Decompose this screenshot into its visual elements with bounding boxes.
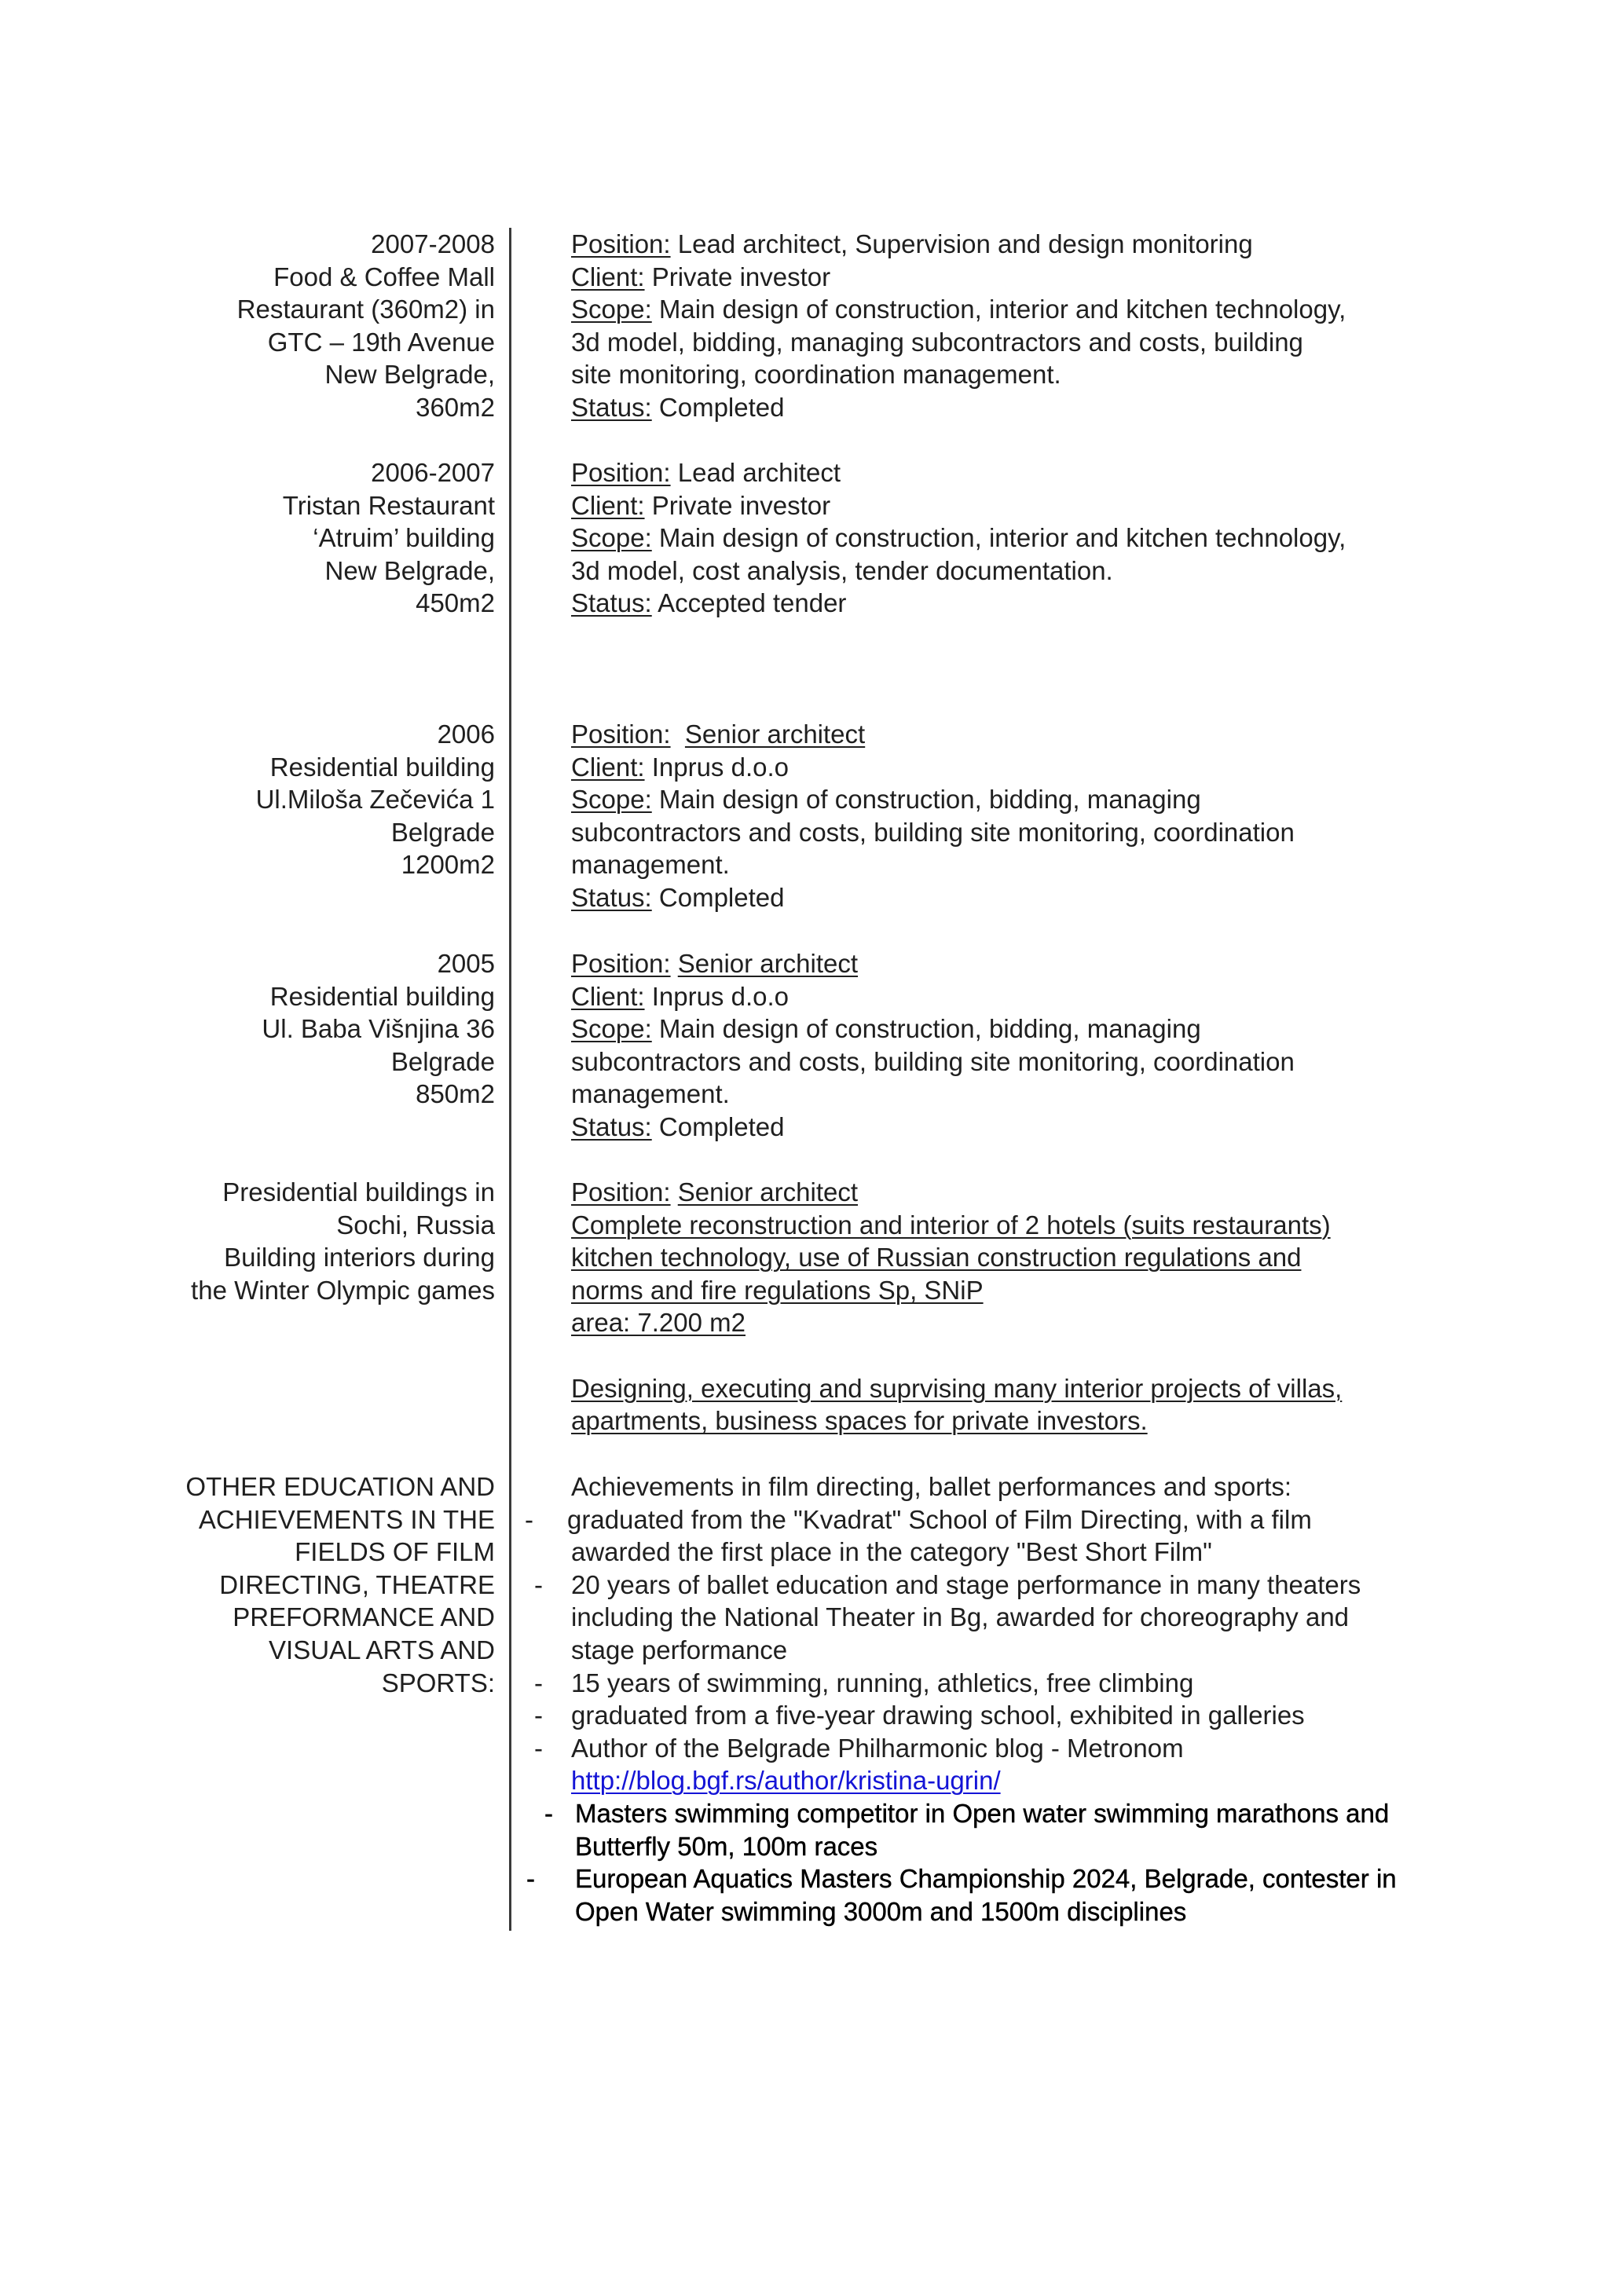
education-heading: OTHER EDUCATION AND ACHIEVEMENTS IN THE FIELDS OF FILM DIRECTING, THEATRE PREFORMANCE AND VISUAL ARTS AND SPORTS: bbox=[185, 1472, 495, 1697]
client-line: Client: Private investor bbox=[571, 262, 831, 291]
project-area: 360m2 bbox=[416, 392, 495, 422]
project-name: ‘Atruim’ building bbox=[313, 523, 495, 553]
scope-line: subcontractors and costs, building site monitoring, coordination bbox=[571, 817, 1295, 847]
client-line: Client: Inprus d.o.o bbox=[571, 752, 789, 782]
status-line: Status: Completed bbox=[571, 882, 785, 912]
project-name: Residential building bbox=[269, 981, 495, 1011]
position-line: Position: Senior architect bbox=[571, 720, 866, 749]
description-line: Complete reconstruction and interior of 2 hotels (suits restaurants) bbox=[571, 1210, 1331, 1240]
status-line: Status: Accepted tender bbox=[571, 588, 847, 618]
education-intro: Achievements in film directing, ballet performances and sports: bbox=[571, 1472, 1292, 1501]
project-location: New Belgrade, bbox=[324, 360, 495, 390]
project-location: Belgrade bbox=[390, 1046, 495, 1076]
scope-line: site monitoring, coordination management. bbox=[571, 360, 1061, 390]
project-area: 850m2 bbox=[416, 1079, 495, 1109]
project-name: Tristan Restaurant bbox=[282, 490, 495, 520]
project-meta bbox=[283, 456, 495, 620]
position-line: Position: Senior architect bbox=[571, 1177, 859, 1207]
project-years: 2005 bbox=[437, 949, 495, 978]
project-details bbox=[571, 228, 1435, 424]
project-name: Residential building bbox=[269, 752, 495, 782]
position-line: Position: Lead architect bbox=[571, 458, 841, 487]
project-location: New Belgrade, bbox=[324, 555, 495, 585]
list-item-continued: awarded the first place in the category "Best Short Film" bbox=[571, 1537, 1212, 1567]
project-meta bbox=[256, 718, 495, 881]
project-location: GTC – 19th Avenue bbox=[267, 327, 495, 357]
project-meta bbox=[237, 228, 495, 424]
position-line: Position: Lead architect, Supervision and design monitoring bbox=[571, 229, 1253, 258]
project-years: 2006-2007 bbox=[371, 458, 495, 487]
project-years: 2007-2008 bbox=[371, 229, 495, 258]
project-name: Restaurant (360m2) in bbox=[236, 295, 495, 324]
project-location: Ul.Miloša Zečevića 1 bbox=[255, 785, 495, 815]
project-location: Belgrade bbox=[390, 817, 495, 847]
scope-line: 3d model, cost analysis, tender documentation. bbox=[571, 555, 1113, 585]
project-area: 1200m2 bbox=[401, 850, 495, 880]
scope-line: subcontractors and costs, building site monitoring, coordination bbox=[571, 1046, 1295, 1076]
project-years: 2006 bbox=[437, 720, 495, 749]
status-line: Status: Completed bbox=[571, 1111, 785, 1141]
education-details bbox=[525, 1470, 1435, 1928]
area-line: area: 7.200 m2 bbox=[571, 1308, 746, 1338]
project-name: Building interiors during bbox=[224, 1243, 495, 1273]
list-item: - graduated from the "Kvadrat" School of Film Directing, with a film bbox=[525, 1504, 1312, 1534]
list-item: - graduated from a five-year drawing school, exhibited in galleries bbox=[534, 1701, 1305, 1730]
scope-line: Scope: Main design of construction, interior and kitchen technology, bbox=[571, 523, 1346, 553]
scope-line: Scope: Main design of construction, bidding, managing bbox=[571, 785, 1201, 815]
project-details bbox=[571, 718, 1435, 914]
list-item-continued: stage performance bbox=[571, 1635, 788, 1664]
status-line: Status: Completed bbox=[571, 392, 785, 422]
project-details bbox=[571, 1176, 1435, 1437]
list-item: - European Aquatics Masters Championship 2024, Belgrade, contester in bbox=[526, 1864, 1397, 1894]
list-item: - Masters swimming competitor in Open water swimming marathons and bbox=[544, 1798, 1390, 1828]
scope-line: management. bbox=[571, 850, 730, 880]
scope-line: Scope: Main design of construction, interior and kitchen technology, bbox=[571, 295, 1346, 324]
description-line: kitchen technology, use of Russian construction regulations and bbox=[571, 1243, 1302, 1273]
list-item-continued: including the National Theater in Bg, awarded for choreography and bbox=[571, 1602, 1350, 1632]
project-name: the Winter Olympic games bbox=[191, 1275, 495, 1305]
project-meta bbox=[262, 947, 495, 1111]
description-line: apartments, business spaces for private investors. bbox=[571, 1406, 1148, 1436]
project-name: Food & Coffee Mall bbox=[273, 262, 495, 291]
project-name: Presidential buildings in bbox=[222, 1177, 495, 1207]
client-line: Client: Inprus d.o.o bbox=[571, 981, 789, 1011]
list-item: - Author of the Belgrade Philharmonic blog - Metronom bbox=[534, 1733, 1184, 1763]
description-line: norms and fire regulations Sp, SNiP bbox=[571, 1275, 984, 1305]
client-line: Client: Private investor bbox=[571, 490, 831, 520]
blog-link[interactable]: http://blog.bgf.rs/author/kristina-ugrin/ bbox=[571, 1766, 1001, 1796]
scope-line: Scope: Main design of construction, bidding, managing bbox=[571, 1014, 1201, 1044]
project-details bbox=[571, 456, 1435, 620]
position-line: Position: Senior architect bbox=[571, 949, 859, 978]
scope-line: 3d model, bidding, managing subcontractors and costs, building bbox=[571, 327, 1303, 357]
project-area: 450m2 bbox=[416, 588, 495, 618]
project-meta bbox=[191, 1176, 495, 1306]
description-line: Designing, executing and suprvising many interior projects of villas, bbox=[571, 1373, 1343, 1403]
column-divider bbox=[509, 228, 511, 1931]
scope-line: management. bbox=[571, 1079, 730, 1109]
list-item-continued: Butterfly 50m, 100m races bbox=[575, 1831, 878, 1861]
project-location: Ul. Baba Višnjina 36 bbox=[262, 1014, 495, 1044]
list-item: - 15 years of swimming, running, athletics, free climbing bbox=[534, 1668, 1194, 1697]
project-details bbox=[571, 947, 1435, 1144]
list-item-continued: Open Water swimming 3000m and 1500m disciplines bbox=[575, 1896, 1187, 1926]
list-item: - 20 years of ballet education and stage performance in many theaters bbox=[534, 1569, 1361, 1599]
project-location: Sochi, Russia bbox=[336, 1210, 495, 1240]
